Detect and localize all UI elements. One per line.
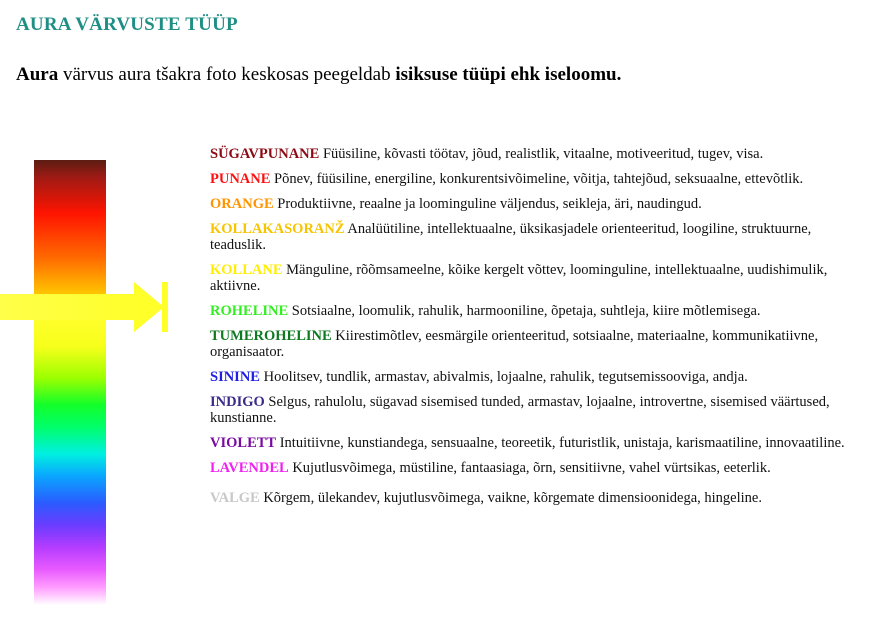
color-description: Intuitiivne, kunstiandega, sensuaalne, teoreetik, futuristlik, unistaja, karismaatiline, innovaatiline. [276,435,845,451]
list-item [210,171,850,187]
list-item [210,262,850,294]
aura-color-list [210,146,850,515]
color-spectrum-bar [34,160,106,605]
color-name: SININE [210,369,260,385]
page-title: AURA VÄRVUSTE TÜÜP [16,14,238,35]
intro-middle: värvus aura tšakra foto keskosas peegeldab [58,64,396,85]
list-item [210,435,850,451]
intro-text [16,64,621,86]
list-item [210,146,850,162]
list-item [210,394,850,426]
color-name: ROHELINE [210,303,289,319]
color-description: Mänguline, rõõmsameelne, kõike kergelt võttev, loominguline, intellektuaalne, uudishimulik, aktiivne. [210,262,828,294]
list-item [210,303,850,319]
color-name: VIOLETT [210,435,277,451]
color-name: PUNANE [210,171,271,187]
color-name: INDIGO [210,394,265,410]
color-name: KOLLANE [210,262,283,278]
color-description: Põnev, füüsiline, energiline, konkurentsivõimeline, võitja, tahtejõud, seksuaalne, ettevõtlik. [270,171,804,187]
color-name: KOLLAKASORANŽ [210,221,345,237]
color-name: TUMEROHELINE [210,328,332,344]
yellow-arrow-stem [0,294,140,320]
list-item [210,196,850,212]
yellow-arrow-bar [162,282,168,332]
list-item [210,369,850,385]
list-item [210,460,850,476]
color-description: Hoolitsev, tundlik, armastav, abivalmis, lojaalne, rahulik, tegutsemissooviga, andja. [259,369,748,385]
intro-bold-aura: Aura [16,64,59,85]
color-description: Sotsiaalne, loomulik, rahulik, harmooniline, õpetaja, suhtleja, kiire mõtlemisega. [288,303,761,319]
list-item [210,490,850,506]
color-name: VALGE [210,490,260,506]
color-name: SÜGAVPUNANE [210,146,320,162]
color-name: ORANGE [210,196,274,212]
color-description: Füüsiline, kõvasti töötav, jõud, realistlik, vitaalne, motiveeritud, tugev, visa. [319,146,764,162]
intro-bold-tail: isiksuse tüüpi ehk iseloomu. [395,64,622,85]
color-description: Selgus, rahulolu, sügavad sisemised tunded, armastav, lojaalne, introvertne, sisemised väärtused, kunstianne. [210,394,830,426]
yellow-arrow-head-icon [134,282,164,332]
color-name: LAVENDEL [210,460,289,476]
color-description: Kujutlusvõimega, müstiline, fantaasiaga, õrn, sensitiivne, vahel vürtsikas, eeterlik. [288,460,771,476]
list-item [210,328,850,360]
color-description: Kiirestimõtlev, eesmärgile orienteeritud, sotsiaalne, materiaalne, kommunikatiivne, organisaator. [210,328,819,360]
list-item [210,221,850,253]
color-description: Produktiivne, reaalne ja loominguline väljendus, seikleja, äri, naudingud. [273,196,702,212]
color-description: Kõrgem, ülekandev, kujutlusvõimega, vaikne, kõrgemate dimensioonidega, hingeline. [259,490,762,506]
color-description: Analüütiline, intellektuaalne, üksikasjadele orienteeritud, loogiline, struktuurne, teaduslik. [210,221,812,253]
